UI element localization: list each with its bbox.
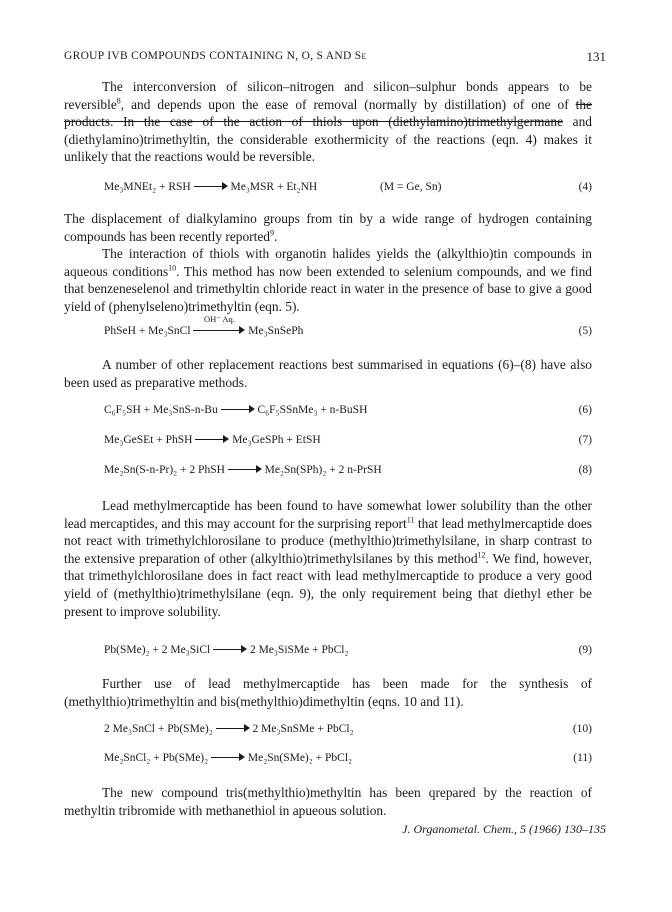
page-number: 131 (586, 49, 606, 64)
running-header (64, 50, 606, 68)
reference-9: 9 (270, 228, 274, 238)
reaction-arrow (194, 182, 228, 192)
equation-condition: (M = Ge, Sn) (380, 181, 442, 193)
reaction-arrow (221, 405, 255, 415)
reaction-arrow (216, 724, 250, 734)
reaction-arrow (211, 753, 245, 763)
equation-9: Pb(SMe)₂ + 2 Me₃SiCl 2 Me₃SiSMe + PbCl₂ (9) (104, 644, 592, 656)
equation-7: Me₃GeSEt + PhSH Me₃GeSPh + EtSH (7) (104, 434, 592, 446)
equation-number: (4) (578, 181, 592, 193)
reference-10: 10 (168, 263, 177, 273)
journal-citation: J. Organometal. Chem., 5 (1966) 130–135 (402, 822, 606, 836)
equation-4: Me₃MNEt₂ + RSH Me₃MSR + Et₂NH (M = Ge, Sn) (4) (104, 181, 592, 193)
equation-6: C₆F₅SH + Me₃SnS-n-Bu C₆F₅SSnMe₃ + n-BuSH (6) (104, 404, 592, 416)
equation-number: (6) (578, 404, 592, 416)
reaction-arrow (193, 314, 245, 336)
equation-11: Me₂SnCl₂ + Pb(SMe)₂ Me₂Sn(SMe)₂ + PbCl₂ (11) (104, 752, 592, 764)
equation-5: PhSeH + Me₃SnCl OH⁻ Aq. Me₃SnSePh (5) (104, 314, 592, 337)
reference-8: 8 (116, 96, 121, 106)
equation-number: (5) (578, 325, 592, 337)
reference-11: 11 (406, 515, 415, 525)
reaction-arrow (228, 465, 262, 475)
paragraph-displacement: The displacement of dialkylamino groups from tin by a wide range of hydrogen containing compounds has been recently reported$^9$. (64, 211, 592, 244)
reaction-arrow (195, 435, 229, 445)
equation-number: (9) (578, 644, 592, 656)
paragraph-thiols: The interaction of thiols with organotin halides yields the (alkylthio)tin compounds in aqueous conditions$^{10}$. This method has now been extended to selenium compounds, and we find that benzeneselenol and trimethyltin chloride react in water in the presence of base to give a good yield of (phenylseleno)trimethyltin (eqn. 5). (64, 246, 592, 314)
paragraph-interconversion: The interconversion of silicon–nitrogen and silicon–sulphur bonds appears to be reversible$^8$, and depends upon the ease of removal (normally by distillation) of one of the products. In the case of the action of thiols upon (diethylamino)trimethylgermane and (diethylamino)trimethyltin, the considerable exothermicity of the reactions (eqn. 4) makes it unlikely that the reactions would be reversible. (64, 79, 592, 165)
paragraph-lead-methylmercaptide: Lead methylmercaptide has been found to have somewhat lower solubility than the other lead mercaptides, and this may account for the surprising report$^{11}$ that lead methylmercaptide does not react with trimethylchlorosilane to produce (methylthio)trimethylsilane, in sharp contrast to the extensive preparation of other (alkylthio)trimethylsilanes by this method$^{12}$. We find, however, that trimethylchlorosilane does in fact react with lead methylmercaptide to produce a very good yield of (methylthio)trimethylsilane (eqn. 9), the only requirement being that diethyl ether be present to improve solubility. (64, 498, 592, 619)
reaction-arrow (213, 645, 247, 655)
arrow-condition-label: OH⁻ Aq. (203, 314, 235, 325)
equation-8: Me₂Sn(S-n-Pr)₂ + 2 PhSH Me₂Sn(SPh)₂ + 2 n-PrSH (8) (104, 464, 592, 476)
equation-number: (8) (578, 464, 592, 476)
reference-12: 12 (477, 550, 486, 560)
paragraph-replacement: A number of other replacement reactions best summarised in equations (6)–(8) have also been used as preparative methods. (64, 357, 592, 390)
equation-10: 2 Me₃SnCl + Pb(SMe)₂ 2 Me₃SnSMe + PbCl₂ (10) (104, 723, 592, 735)
struck-text: the products. In the case of the action of thiols upon (diethylamino)trimethylgermane (64, 96, 592, 130)
paragraph-further-use: Further use of lead methylmercaptide has been made for the synthesis of (methylthio)trimethyltin and bis(methylthio)dimethyltin (eqns. 10 and 11). (64, 676, 592, 709)
equation-number: (11) (573, 752, 592, 764)
paragraph-new-compound: The new compound tris(methylthio)methyltin has been qrepared by the reaction of methyltin tribromide with methanethiol in apueous solution. (64, 785, 592, 818)
equation-number: (10) (572, 723, 592, 735)
running-title: GROUP IVB COMPOUNDS CONTAINING N, O, S AND Se (64, 50, 367, 62)
equation-number: (7) (578, 434, 592, 446)
